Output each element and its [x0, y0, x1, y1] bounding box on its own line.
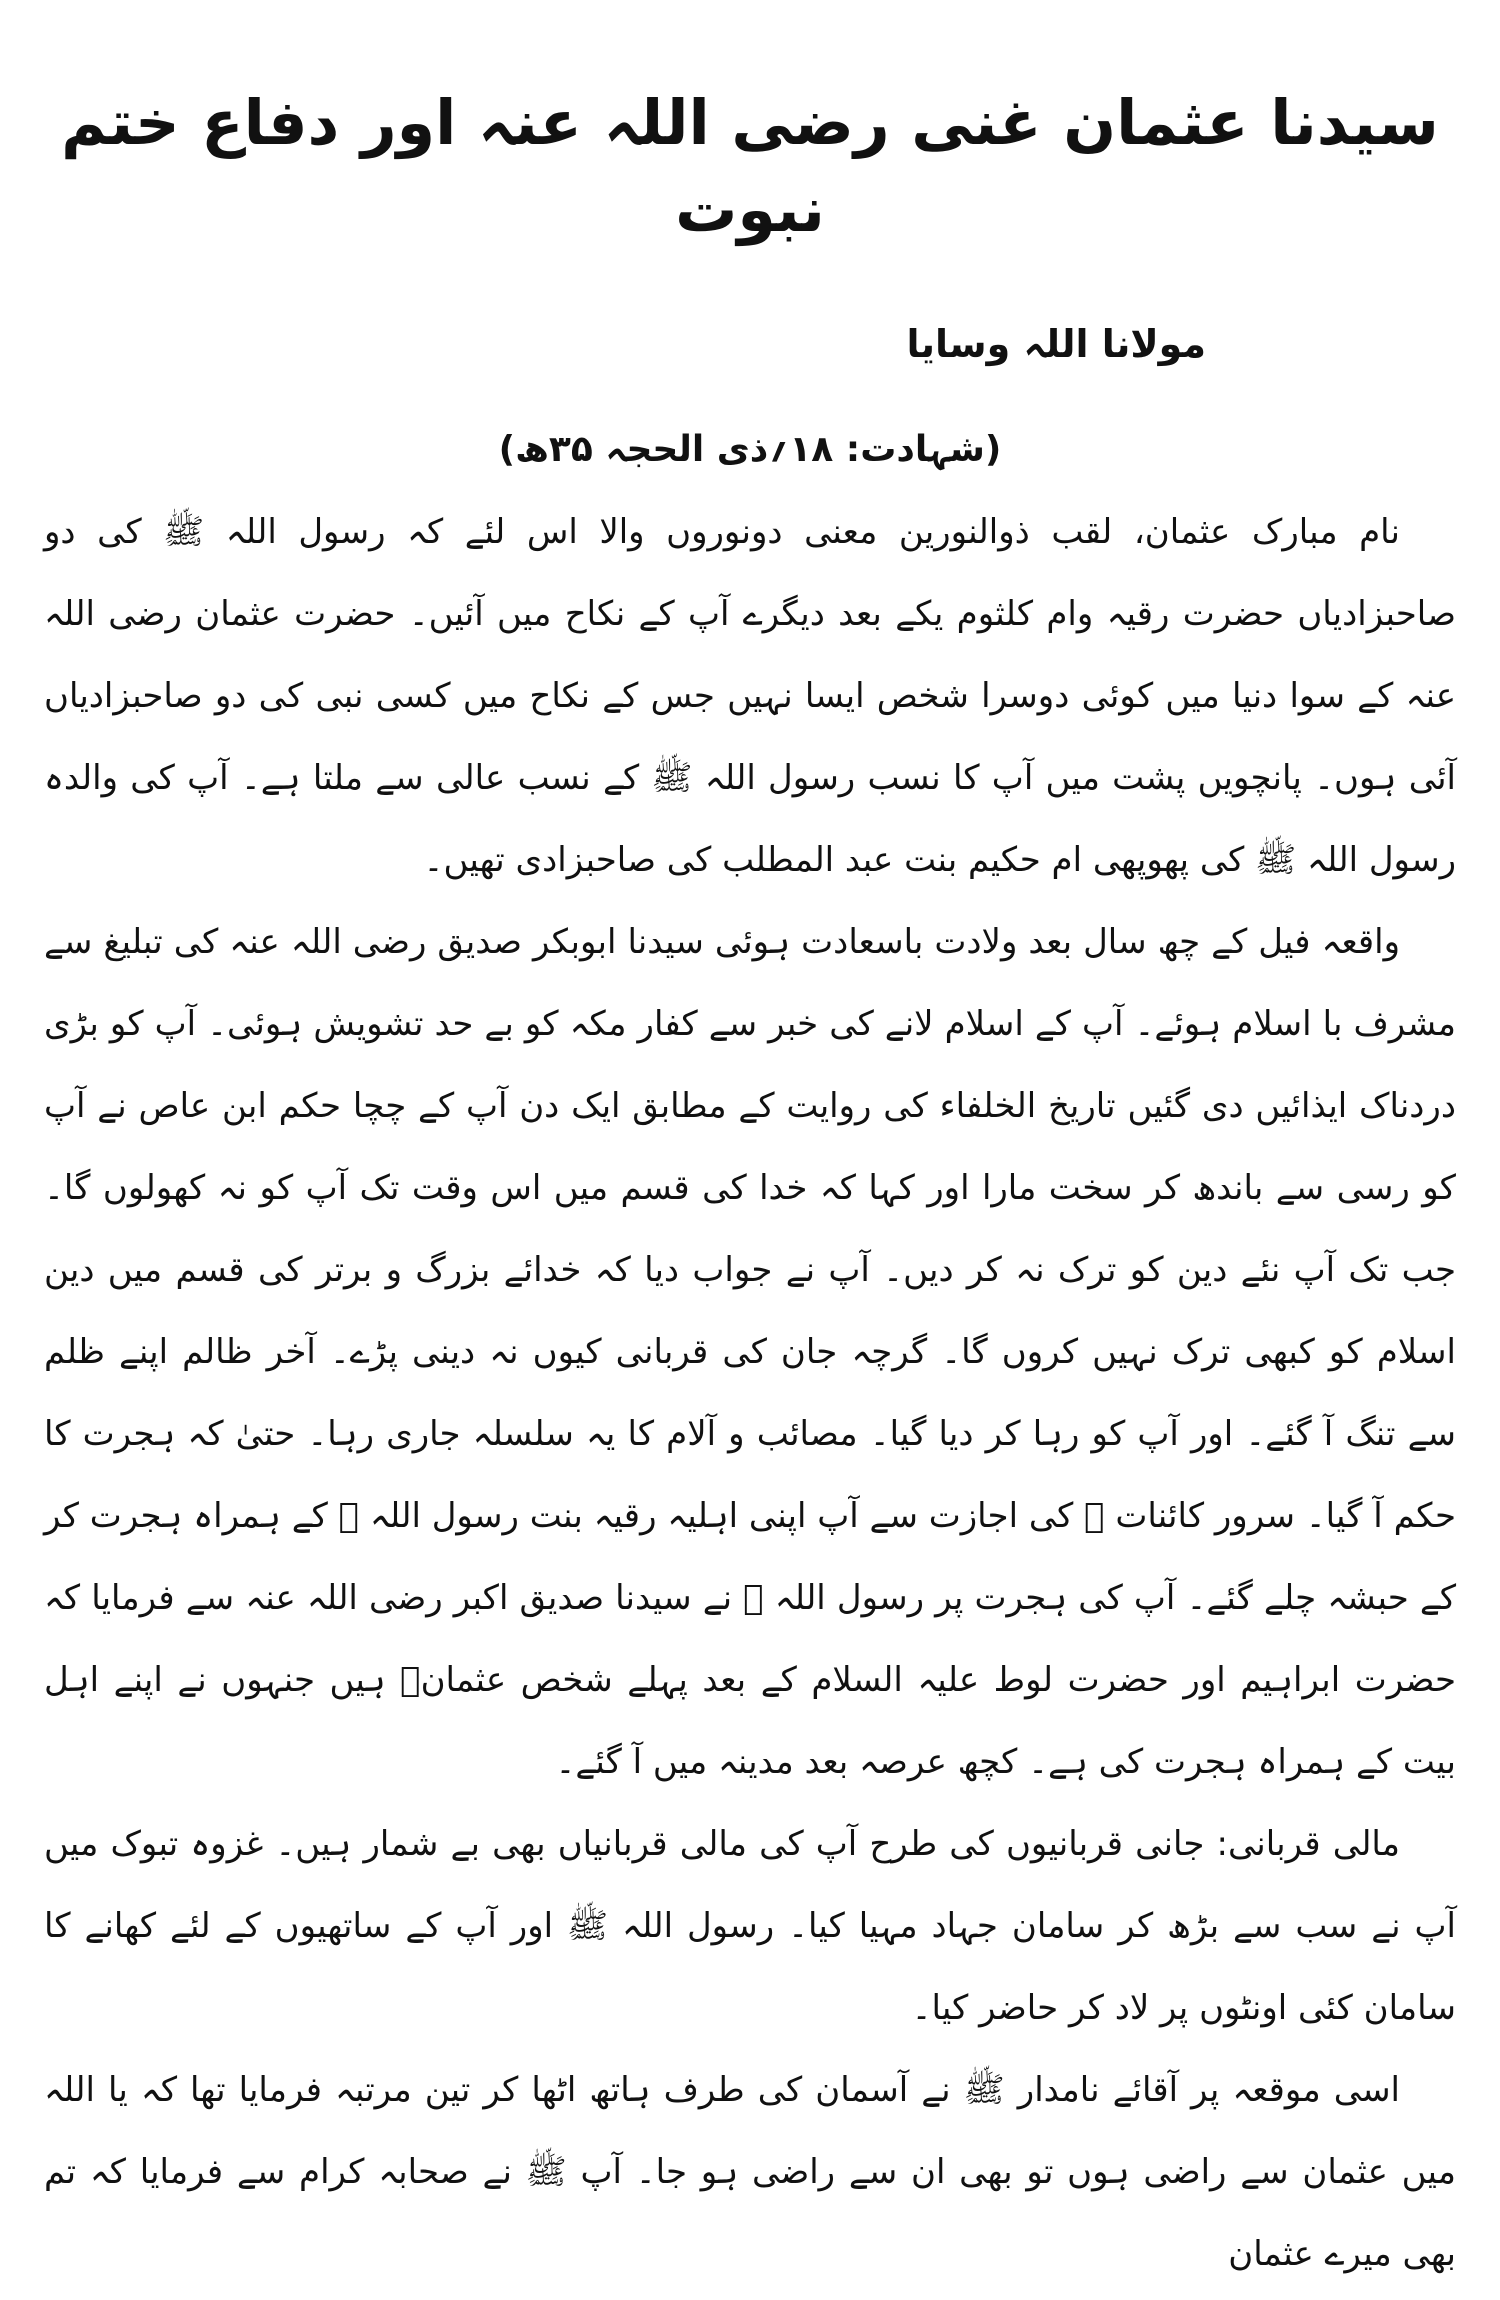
paragraph-financial-sacrifice: مالی قربانی: جانی قربانیوں کی طرح آپ کی مالی قربانیاں بھی بے شمار ہیں۔ غزوہ تبوک میں آپ نے سب سے بڑھ کر سامان جہاد مہیا کیا۔ رسول اللہ ﷺ اور آپ کے ساتھیوں کے لئے کھانے کا سامان کئی اونٹوں پر لاد کر حاضر کیا۔: [44, 1824, 1456, 2029]
paragraph-name-and-lineage: نام مبارک عثمان، لقب ذوالنورین معنی دونوروں والا اس لئے کہ رسول اللہ ﷺ کی دو صاحبزادیاں حضرت رقیہ وام کلثوم یکے بعد دیگرے آپ کے نکاح میں آئیں۔ حضرت عثمان رضی اللہ عنہ کے سوا دنیا میں کوئی دوسرا شخص ایسا نہیں جس کے نکاح میں کسی نبی کی دو صاحبزادیاں آئی ہوں۔ پانچویں پشت میں آپ کا نسب رسول اللہ ﷺ کے نسب عالی سے ملتا ہے۔ آپ کی والدہ رسول اللہ ﷺ کی پھوپھی ام حکیم بنت عبد المطلب کی صاحبزادی تھیں۔: [44, 512, 1456, 881]
martyrdom-date: (شہادت: ۱۸؍ذی الحجہ ۳۵ھ): [498, 428, 1002, 470]
article-title: سیدنا عثمان غنی رضی اللہ عنہ اور دفاع ختم نبوت: [61, 86, 1439, 246]
article-body: [44, 491, 1456, 2295]
author-name: مولانا اللہ وسایا: [906, 321, 1206, 366]
paragraph-prophet-prayer: اسی موقعہ پر آقائے نامدار ﷺ نے آسمان کی طرف ہاتھ اٹھا کر تین مرتبہ فرمایا تھا کہ یا اللہ میں عثمان سے راضی ہوں تو بھی ان سے راضی ہو جا۔ آپ ﷺ نے صحابہ کرام سے فرمایا کہ تم بھی میرے عثمان: [44, 2070, 1456, 2275]
paragraph-conversion-and-migration: واقعہ فیل کے چھ سال بعد ولادت باسعادت ہوئی سیدنا ابوبکر صدیق رضی اللہ عنہ کی تبلیغ سے مشرف با اسلام ہوئے۔ آپ کے اسلام لانے کی خبر سے کفار مکہ کو بے حد تشویش ہوئی۔ آپ کو بڑی دردناک ایذائیں دی گئیں تاریخ الخلفاء کی روایت کے مطابق ایک دن آپ کے چچا حکم ابن عاص نے آپ کو رسی سے باندھ کر سخت مارا اور کہا کہ خدا کی قسم میں اس وقت تک آپ کو نہ کھولوں گا۔ جب تک آپ نئے دین کو ترک نہ کر دیں۔ آپ نے جواب دیا کہ خدائے بزرگ و برتر کی قسم میں دین اسلام کو کبھی ترک نہیں کروں گا۔ گرچہ جان کی قربانی کیوں نہ دینی پڑے۔ آخر ظالم اپنے ظلم سے تنگ آ گئے۔ اور آپ کو رہا کر دیا گیا۔ مصائب و آلام کا یہ سلسلہ جاری رہا۔ حتیٰ کہ ہجرت کا حکم آ گیا۔ سرور کائنات ﷺ کی اجازت سے آپ اپنی اہلیہ رقیہ بنت رسول اللہ ﷺ کے ہمراہ ہجرت کر کے حبشہ چلے گئے۔ آپ کی ہجرت پر رسول اللہ ﷺ نے سیدنا صدیق اکبر رضی اللہ عنہ سے فرمایا کہ حضرت ابراہیم اور حضرت لوط علیہ السلام کے بعد پہلے شخص عثمانؓ ہیں جنہوں نے اپنے اہل بیت کے ہمراہ ہجرت کی ہے۔ کچھ عرصہ بعد مدینہ میں آ گئے۔: [44, 922, 1456, 1783]
